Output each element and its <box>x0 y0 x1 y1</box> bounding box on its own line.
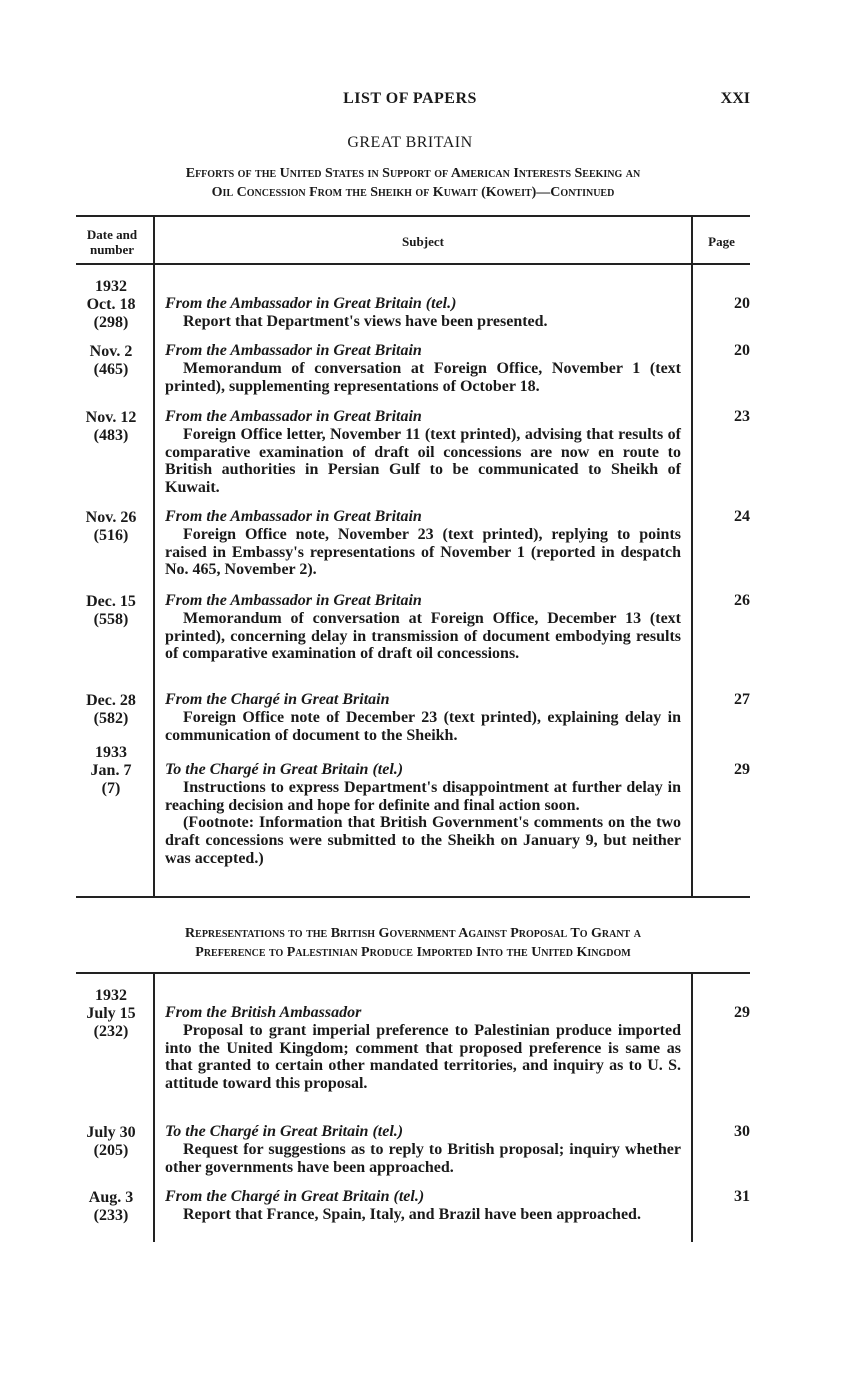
entry-page: 27 <box>734 691 750 708</box>
entry-number: (232) <box>93 1023 129 1040</box>
entry-from: From the Ambassador in Great Britain (tel.) <box>165 295 457 312</box>
entry-subject <box>165 1123 681 1176</box>
table1-divider-right <box>691 215 693 896</box>
entry-from: To the Chargé in Great Britain (tel.) <box>165 761 404 778</box>
entry-number: (516) <box>93 527 129 544</box>
entry-number: (558) <box>93 611 129 628</box>
entry-number: (483) <box>93 427 129 444</box>
entry-subject <box>165 691 681 744</box>
entry-number: (7) <box>101 780 121 797</box>
entry-number: (465) <box>93 361 129 378</box>
running-title: LIST OF PAPERS <box>343 90 477 107</box>
entry-date <box>76 1189 146 1225</box>
year-label: 1932 <box>95 987 127 1004</box>
section2-title <box>76 924 750 962</box>
entry-date-text: Oct. 18 <box>86 296 136 313</box>
entry-date-text: Dec. 28 <box>86 692 136 709</box>
entry-date-text: Nov. 2 <box>89 343 133 360</box>
entry-text: Report that Department's views have been presented. <box>183 312 548 330</box>
table1-header-rule <box>76 263 750 265</box>
entry-date-text: Aug. 3 <box>88 1189 134 1206</box>
entry-from: From the Ambassador in Great Britain <box>165 342 422 359</box>
column-header-date: Date and number <box>86 227 138 257</box>
table1-bottom-rule <box>76 896 750 898</box>
entry-number: (298) <box>93 314 129 331</box>
entry-date <box>76 409 146 445</box>
entry-from: To the Chargé in Great Britain (tel.) <box>165 1123 404 1140</box>
entry-subject <box>165 295 681 331</box>
year-label: 1932 <box>95 278 127 295</box>
entry-text: Foreign Office letter, November 11 (text printed), advising that results of comparative examination of draft oil concessions are now en route to British authorities in Persian Gulf to be communicated to Sheikh of Kuwait. <box>165 425 681 497</box>
entry-date <box>76 692 146 728</box>
table2-divider-right <box>691 972 693 1242</box>
entry-page: 24 <box>734 508 750 525</box>
entry-page: 29 <box>734 761 750 778</box>
entry-from: From the Chargé in Great Britain (tel.) <box>165 1188 425 1205</box>
column-header-subject: Subject <box>402 234 444 249</box>
entry-date-text: July 15 <box>86 1005 136 1022</box>
entry-date <box>76 1124 146 1160</box>
table2-divider-left <box>153 972 155 1242</box>
section2-title-line2: Preference to Palestinian Produce Imported Into the United Kingdom <box>195 945 631 960</box>
entry-footnote: (Footnote: Information that British Government's comments on the two draft concessions were submitted to the Sheikh on January 9, but neither was accepted.) <box>165 814 681 867</box>
entry-date-text: Nov. 26 <box>85 509 137 526</box>
section1-title <box>76 164 750 202</box>
section1-title-line1: Efforts of the United States in Support of American Interests Seeking an <box>185 166 641 181</box>
entry-text: Memorandum of conversation at Foreign Office, November 1 (text printed), supplementing representations of October 18. <box>165 359 681 395</box>
entry-date <box>76 296 146 332</box>
entry-from: From the Ambassador in Great Britain <box>165 508 422 525</box>
entry-date-text: July 30 <box>86 1124 136 1141</box>
entry-from: From the Chargé in Great Britain <box>165 691 390 708</box>
entry-date-text: Dec. 15 <box>86 593 136 610</box>
entry-text: Proposal to grant imperial preference to Palestinian produce imported into the United Kingdom; comment that proposed preference is same as that granted to certain other mandated territories, and inquiry as to U. S. attitude toward this proposal. <box>165 1021 681 1093</box>
entry-date <box>76 1005 146 1041</box>
entry-text: Foreign Office note, November 23 (text printed), replying to points raised in Embassy's representations of November 1 (reported in despatch No. 465, November 2). <box>165 525 681 579</box>
entry-subject <box>165 592 681 663</box>
entry-subject <box>165 408 681 497</box>
entry-date <box>76 343 146 379</box>
entry-subject <box>165 342 681 395</box>
page-number: XXI <box>720 90 750 107</box>
entry-date <box>76 509 146 545</box>
entry-from: From the British Ambassador <box>165 1004 362 1021</box>
entry-text: Instructions to express Department's disappointment at further delay in reaching decision and hope for definite and final action soon. <box>165 778 681 814</box>
entry-number: (233) <box>93 1207 129 1224</box>
entry-from: From the Ambassador in Great Britain <box>165 408 422 425</box>
entry-text: Request for suggestions as to reply to British proposal; inquiry whether other governments have been approached. <box>165 1140 681 1176</box>
entry-date <box>76 593 146 629</box>
entry-number: (205) <box>93 1142 129 1159</box>
section1-title-line2: Oil Concession From the Sheikh of Kuwait (Koweit)—Continued <box>211 185 615 200</box>
entry-page: 23 <box>734 408 750 425</box>
entry-subject <box>165 1004 681 1093</box>
column-header-page: Page <box>708 234 735 249</box>
entry-date <box>76 762 146 798</box>
country-heading: GREAT BRITAIN <box>347 134 473 151</box>
entry-number: (582) <box>93 710 129 727</box>
entry-page: 30 <box>734 1123 750 1140</box>
entry-text: Foreign Office note of December 23 (text printed), explaining delay in communication of document to the Sheikh. <box>165 708 681 744</box>
entry-date-text: Jan. 7 <box>90 762 132 779</box>
entry-subject <box>165 761 681 868</box>
entry-page: 20 <box>734 295 750 312</box>
entry-subject <box>165 1188 681 1224</box>
entry-date-text: Nov. 12 <box>85 409 137 426</box>
section2-title-line1: Representations to the British Government Against Proposal To Grant a <box>185 926 641 941</box>
entry-page: 31 <box>734 1188 750 1205</box>
table1-top-rule <box>76 215 750 217</box>
entry-page: 29 <box>734 1004 750 1021</box>
table2-top-rule <box>76 972 750 974</box>
entry-page: 26 <box>734 592 750 609</box>
year-label: 1933 <box>95 744 127 761</box>
table1-divider-left <box>153 215 155 896</box>
entry-text: Report that France, Spain, Italy, and Brazil have been approached. <box>183 1205 641 1223</box>
entry-page: 20 <box>734 342 750 359</box>
entry-from: From the Ambassador in Great Britain <box>165 592 422 609</box>
entry-text: Memorandum of conversation at Foreign Office, December 13 (text printed), concerning delay in transmission of document embodying results of comparative examination of draft oil concessions. <box>165 609 681 663</box>
entry-subject <box>165 508 681 579</box>
